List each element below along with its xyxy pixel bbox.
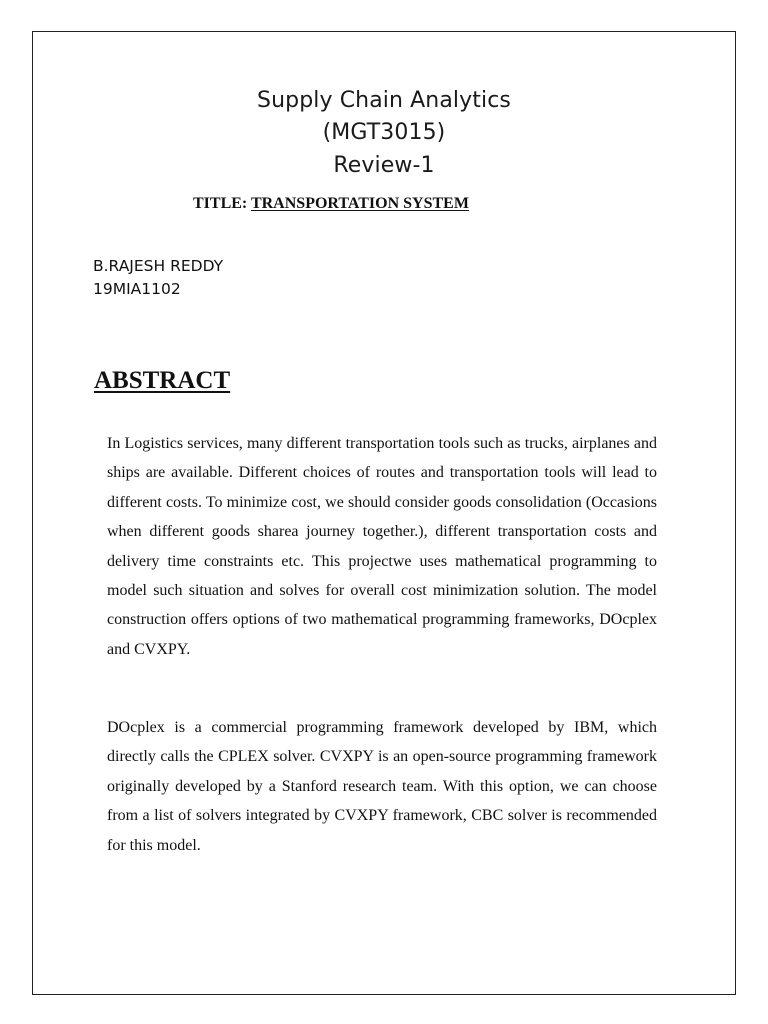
abstract-heading: ABSTRACT (94, 367, 231, 394)
title-value: TRANSPORTATION SYSTEM (250, 195, 469, 212)
author-name: B.RAJESH REDDY (93, 257, 224, 275)
review-label: Review-1 (333, 153, 435, 178)
project-title (193, 195, 469, 213)
course-name: Supply Chain Analytics (257, 88, 511, 113)
course-code: (MGT3015) (322, 120, 446, 145)
abstract-paragraph-2: DOcplex is a commercial programming framework developed by IBM, which directly calls the CPLEX solver. CVXPY is an open-source programming framework originally developed by a Stanford research team. With this option, we can choose from a list of solvers integrated by CVXPY framework, CBC solver is recommended for this model. (107, 719, 657, 854)
author-id: 19MIA1102 (93, 280, 181, 298)
title-label: TITLE: (193, 195, 251, 212)
abstract-paragraph-1: In Logistics services, many different transportation tools such as trucks, airplanes and ships are available. Different choices of routes and transportation tools will lead to different costs. To minimize cost, we should consider goods consolidation (Occasions when different goods sharea journey together.), different transportation costs and delivery time constraints etc. This projectwe uses mathematical programming to model such situation and solves for overall cost minimization solution. The model construction offers options of two mathematical programming frameworks, DOcplex and CVXPY. (107, 435, 657, 658)
